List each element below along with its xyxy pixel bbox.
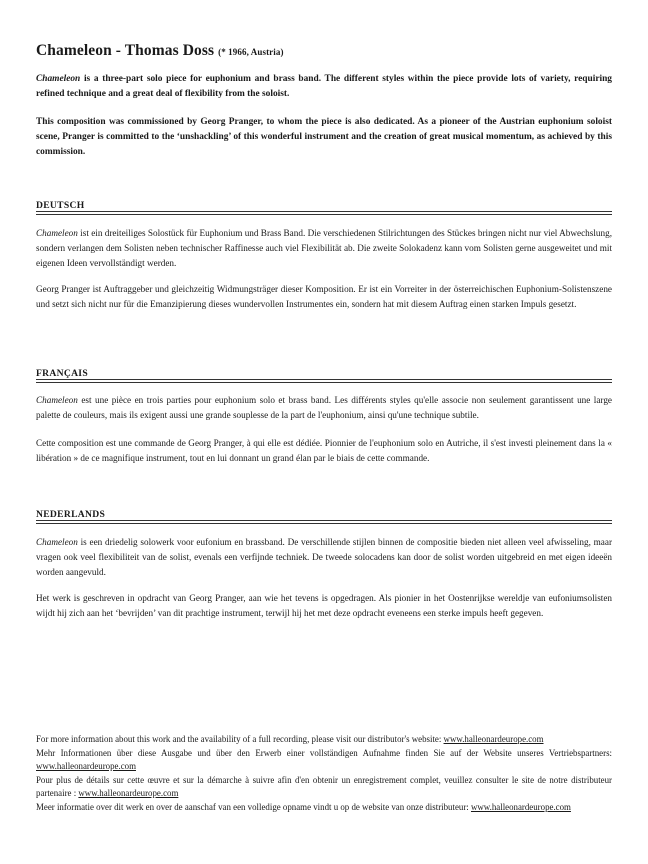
nederlands-paragraph-2: Het werk is geschreven in opdracht van Georg Pranger, aan wie het tevens is opgedragen. Als pionier in het Oostenrijkse wereldje van eufoniumsolisten wijdt hij zich aan het ‘bevrijden’ van dit prachtige instrument, terwijl hij het met deze opdracht eveneens een sterke impuls heeft gegeven. [36,593,612,619]
footer-nederlands-text: Meer informatie over dit werk en over de aanschaf van een volledige opname vindt u op de website van onze distributeur: [36,801,471,812]
footer-deutsch [36,747,612,774]
francais-paragraph-1 [36,393,612,423]
nederlands-paragraph-1-text: is een driedelig solowerk voor eufonium en brassband. De verschillende stijlen binnen de compositie bieden niet alleen veel afwisseling, maar vragen ook veel flexibiliteit van de solist, evenals een verfijnde techniek. De tweede solocadens kan door de solist worden uitgebreid en met eigen ideeën worden aangevuld. [36,537,612,578]
english-work-title: Chameleon [36,74,81,84]
section-heading-nederlands [36,509,612,521]
footer-francais-text: Pour plus de détails sur cette œuvre et sur la démarche à suivre afin d'en obtenir un enregistrement complet, veuillez consulter le site de notre distributeur partenaire : [36,774,612,799]
footer-english-text: For more information about this work and the availability of a full recording, please visit our distributor's website: [36,734,444,744]
footer-deutsch-text: Mehr Informationen über diese Ausgabe und über den Erwerb einer vollständigen Aufnahme finden Sie auf der Website unseres Vertriebspartners: [36,747,612,758]
section-heading-nederlands-label: NEDERLANDS [36,509,106,520]
francais-work-title: Chameleon [36,395,78,405]
footer-nederlands-link[interactable]: www.halleonardeurope.com [470,801,571,812]
footer-english-link[interactable]: www.halleonardeurope.com [443,734,544,744]
footer-francais [36,774,612,801]
footer-deutsch-link[interactable]: www.halleonardeurope.com [36,761,136,772]
francais-paragraph-2: Cette composition est une commande de Georg Pranger, à qui elle est dédiée. Pionnier de l'euphonium solo en Autriche, il s'est investi pleinement dans la « libération » de ce magnifique instrument, tout en lui donnant un grand élan par le biais de cette commande. [36,438,612,464]
deutsch-paragraph-2: Georg Pranger ist Auftraggeber und gleichzeitig Widmungsträger dieser Komposition. Er ist ein Vorreiter in der österreichischen Euphonium-Solistenszene und setzt sich nicht nur für die Emanzipierung dieses wundervollen Instrumentes ein, sondern hat mit diesem Auftrag einen starken Impuls gesetzt. [36,284,612,310]
nederlands-work-title: Chameleon [36,537,78,547]
page-title [36,42,284,60]
title-main: Chameleon - Thomas Doss [36,42,215,59]
deutsch-paragraph-1-text: ist ein dreiteiliges Solostück für Euphonium und Brass Band. Die verschiedenen Stilrichtungen des Stückes bringen nicht nur viel Abwechslung, sondern verlangen dem Solisten neben technischer Raffinesse auch viel Flexibilität ab. Die zweite Solokadenz kann vom Solisten gerne ausgeweitet und mit eigenen Ideen vervollständigt werden. [36,228,612,269]
footer-english [36,733,612,747]
english-paragraph-1-text: is a three-part solo piece for euphonium and brass band. The different styles within the piece provide lots of variety, requiring refined technique and a great deal of flexibility from the soloist. [36,74,612,99]
section-heading-deutsch-label: DEUTSCH [36,200,85,211]
francais-paragraph-1-text: est une pièce en trois parties pour euphonium solo et brass band. Les différents styles qu'elle associe non seulement garantissent une large palette de couleurs, mais ils exigent aussi une grande souplesse de la part de l'euphonium, ainsi qu'une technique subtile. [36,395,612,421]
title-subtitle: (* 1966, Austria) [218,47,284,57]
distributor-footer [36,733,612,815]
deutsch-paragraph-1 [36,226,612,272]
english-paragraph-2: This composition was commissioned by Georg Pranger, to whom the piece is also dedicated. As a pioneer of the Austrian euphonium soloist scene, Pranger is committed to the ‘unshackling’ of this wonderful instrument and the creation of great musical momentum, as achieved by this commission. [36,117,612,157]
section-heading-francais [36,368,612,380]
nederlands-paragraph-1 [36,535,612,581]
english-paragraph-1 [36,72,612,102]
section-heading-deutsch [36,200,612,212]
section-heading-francais-label: FRANÇAIS [36,368,88,379]
footer-nederlands [36,801,612,815]
deutsch-work-title: Chameleon [36,228,78,238]
footer-francais-link[interactable]: www.halleonardeurope.com [78,788,179,799]
